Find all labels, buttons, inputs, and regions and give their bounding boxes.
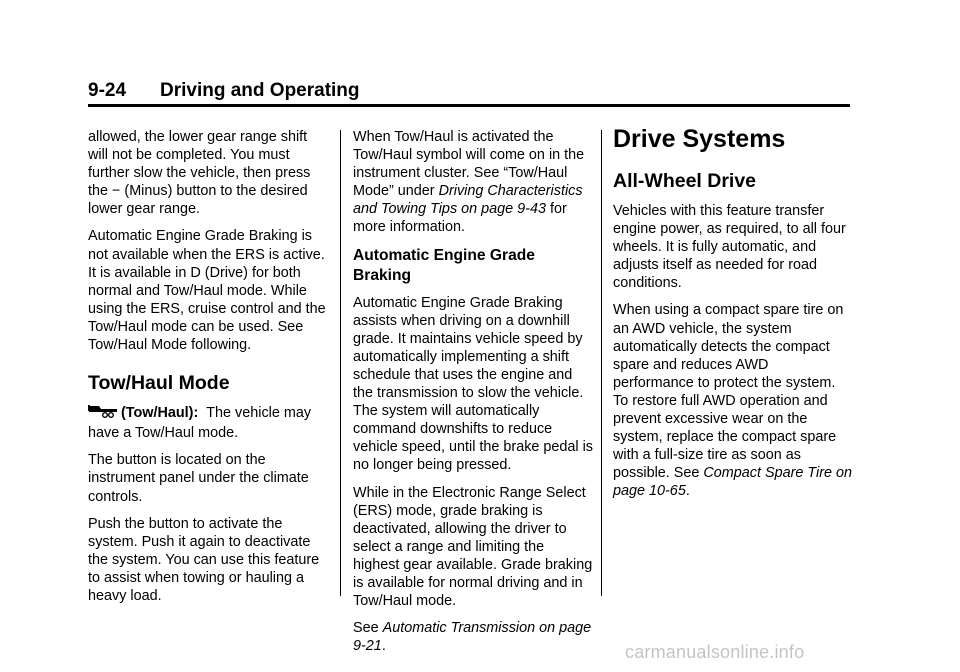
column-3: [613, 125, 853, 510]
page-number: 9-24: [88, 80, 127, 101]
header-rule: [88, 104, 850, 107]
paragraph: Push the button to activate the system. Push it again to deactivate the system. You can use this feature to assist when towing or hauling a heavy load.: [88, 515, 320, 604]
tow-haul-label: (Tow/Haul):: [121, 405, 199, 422]
paragraph: Automatic Engine Grade Braking assists when driving on a downhill grade. It maintains vehicle speed by automatically implementing a shift schedule that uses the engine and the transmission to slow the vehicle. The system will automatically command downshifts to reduce vehicle speed, until the brake pedal is no longer being pressed.: [353, 294, 593, 474]
page-header: [88, 80, 850, 112]
paragraph: Automatic Engine Grade Braking is not available when the ERS is active. It is available in D (Drive) for both normal and Tow/Haul mode. While using the ERS, cruise control and the Tow/Haul mode can be used. See Tow/Haul Mode following.: [88, 228, 326, 354]
tow-haul-heading: Tow/Haul Mode: [88, 372, 230, 395]
paragraph: [353, 619, 593, 655]
tow-haul-text: The vehicle may have a Tow/Haul mode.: [88, 405, 312, 442]
paragraph: While in the Electronic Range Select (ERS) mode, grade braking is deactivated, allowing the driver to select a range and limiting the highest gear available. Grade braking is available for normal driving and in Tow/Haul mode.: [353, 484, 593, 610]
text-run: See: [353, 620, 383, 637]
watermark: carmanualsonline.info: [625, 642, 805, 662]
drive-systems-heading: Drive Systems: [613, 125, 786, 153]
tow-haul-intro: [88, 404, 328, 442]
column-1: [88, 128, 328, 614]
paragraph: allowed, the lower gear range shift will not be completed. You must further slow the vehicle, then press the − (Minus) button to the desired lower gear range.: [88, 129, 311, 218]
cross-reference-link[interactable]: Driving Characteristics and Towing Tips on page 9‑43: [353, 183, 583, 218]
text-run: When Tow/Haul is activated the Tow/Haul symbol will come on in the instrument cluster. See “Tow/Haul Mode” under: [353, 129, 585, 200]
paragraph: [353, 128, 593, 237]
text-run: When using a compact spare tire on an AWD vehicle, the system automatically detects the compact spare and reduces AWD performance to protect the system. To restore full AWD operation and prevent excessive wear on the system, replace the compact spare with a full-size tire as soon as possible. See: [613, 302, 844, 482]
column-divider-2: [601, 130, 602, 596]
text-run: .: [685, 483, 690, 500]
cross-reference-link[interactable]: Automatic Transmission on page 9‑21: [353, 620, 592, 655]
text-run: for more information.: [353, 201, 567, 236]
text-run: .: [381, 638, 386, 655]
aegb-heading: Automatic Engine Grade Braking: [353, 246, 535, 284]
tow-haul-icon: [88, 404, 118, 424]
column-divider-1: [340, 130, 341, 596]
paragraph: [613, 301, 853, 500]
paragraph: The button is located on the instrument panel under the climate controls.: [88, 452, 309, 505]
paragraph: Vehicles with this feature transfer engine power, as required, to all four wheels. It is fully automatic, and adjusts itself as needed for road conditions.: [613, 203, 846, 292]
section-title: Driving and Operating: [160, 80, 360, 101]
all-wheel-drive-heading: All-Wheel Drive: [613, 170, 757, 192]
column-2: [353, 128, 593, 664]
cross-reference-link[interactable]: Compact Spare Tire on page 10‑65: [613, 465, 853, 500]
